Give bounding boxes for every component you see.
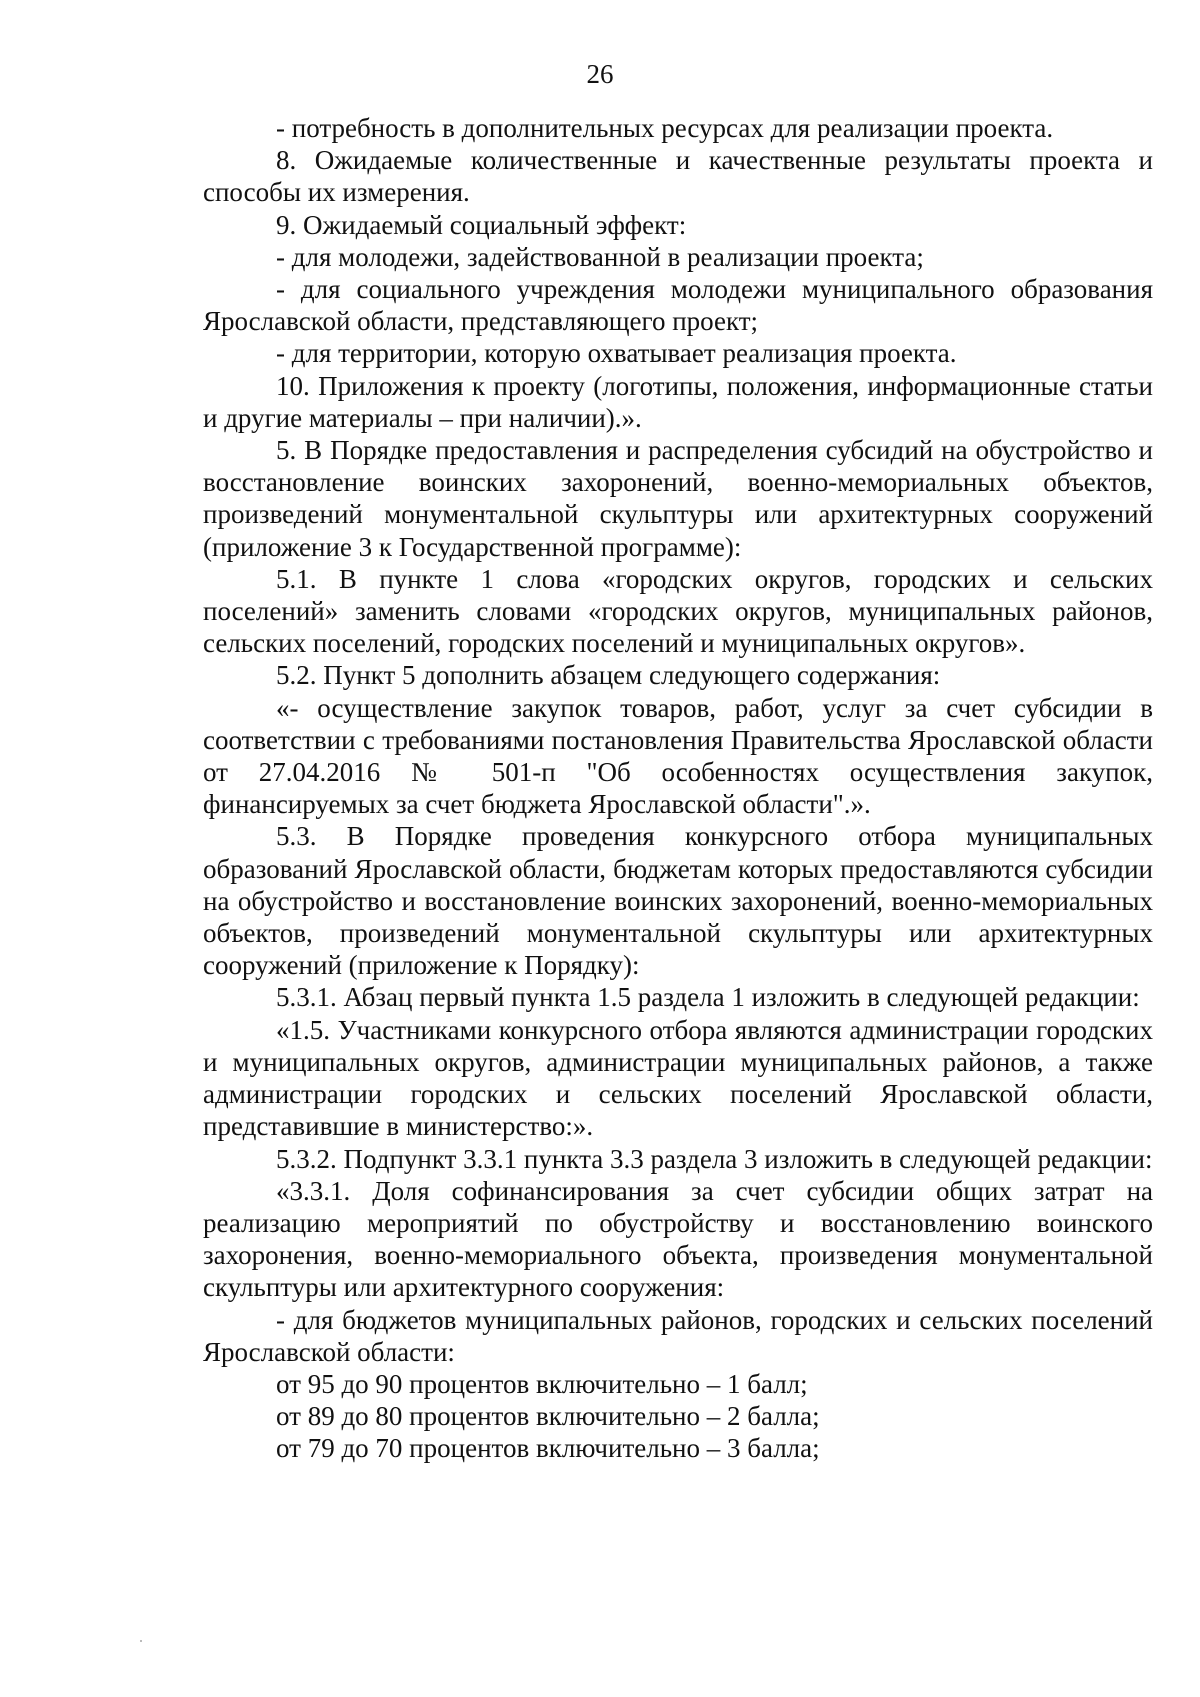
page-number: 26 [586,59,614,89]
paragraph-institution-effect: - для социального учреждения молодежи муниципального образования Ярославской области, представляющего проект; [203,274,1153,337]
paragraph-youth-effect: - для молодежи, задействованной в реализации проекта; [276,241,924,272]
paragraph-item-10: 10. Приложения к проекту (логотипы, положения, информационные статьи и другие материалы – при наличии).». [203,370,1153,433]
paragraph-item-9: 9. Ожидаемый социальный эффект: [276,209,687,240]
paragraph-1-5-quote: «1.5. Участниками конкурсного отбора являются администрации городских и муниципальных округов, администрации муниципальных районов, а также администрации городских и сельских поселений Ярославской области, представившие в министерство:». [203,1014,1153,1142]
paragraph-procurement-quote: «- осуществление закупок товаров, работ, услуг за счет субсидии в соответствии с требованиями постановления Правительства Ярославской области от 27.04.2016 № 501-п "Об особенностях осуществления закупок, финансируемых за счет бюджета Ярославской области".». [203,692,1153,820]
paragraph-5-2: 5.2. Пункт 5 дополнить абзацем следующего содержания: [276,660,941,691]
paragraph-3-3-1-quote: «3.3.1. Доля софинансирования за счет субсидии общих затрат на реализацию мероприятий по обустройству и восстановлению воинского захоронения, военно-мемориального объекта, произведения монументальной скульптуры или архитектурного сооружения: [203,1175,1153,1303]
document-body [203,112,1153,1465]
paragraph-territory-effect: - для территории, которую охватывает реализация проекта. [276,338,957,369]
score-line-2: от 89 до 80 процентов включительно – 2 балла; [276,1401,820,1432]
paragraph-item-8: 8. Ожидаемые количественные и качественные результаты проекта и способы их измерения. [203,145,1153,208]
score-line-3: от 79 до 70 процентов включительно – 3 балла; [276,1433,820,1464]
paragraph-resources-need: - потребность в дополнительных ресурсах для реализации проекта. [276,113,1054,143]
paragraph-5-1: 5.1. В пункте 1 слова «городских округов, городских и сельских поселений» заменить словами «городских округов, муниципальных районов, сельских поселений, городских поселений и муниципальных округов». [203,563,1153,659]
score-line-1: от 95 до 90 процентов включительно – 1 балл; [276,1368,808,1399]
paragraph-5-3-1: 5.3.1. Абзац первый пункта 1.5 раздела 1 изложить в следующей редакции: [276,982,1140,1013]
paragraph-section-5: 5. В Порядке предоставления и распределения субсидий на обустройство и восстановление воинских захоронений, военно-мемориальных объектов, произведений монументальной скульптуры или архитектурных сооружений (приложение 3 к Государственной программе): [203,435,1153,562]
paragraph-budgets: - для бюджетов муниципальных районов, городских и сельских поселений Ярославской области: [203,1304,1153,1367]
paragraph-5-3: 5.3. В Порядке проведения конкурсного отбора муниципальных образований Ярославской области, бюджетам которых предоставляются субсидии на обустройство и восстановление воинских захоронений, военно-мемориальных объектов, произведений монументальной скульптуры или архитектурных сооружений (приложение к Порядку): [203,821,1153,981]
scan-artifact-dot [140,1640,142,1642]
paragraph-5-3-2: 5.3.2. Подпункт 3.3.1 пункта 3.3 раздела 3 изложить в следующей редакции: [276,1143,1153,1174]
